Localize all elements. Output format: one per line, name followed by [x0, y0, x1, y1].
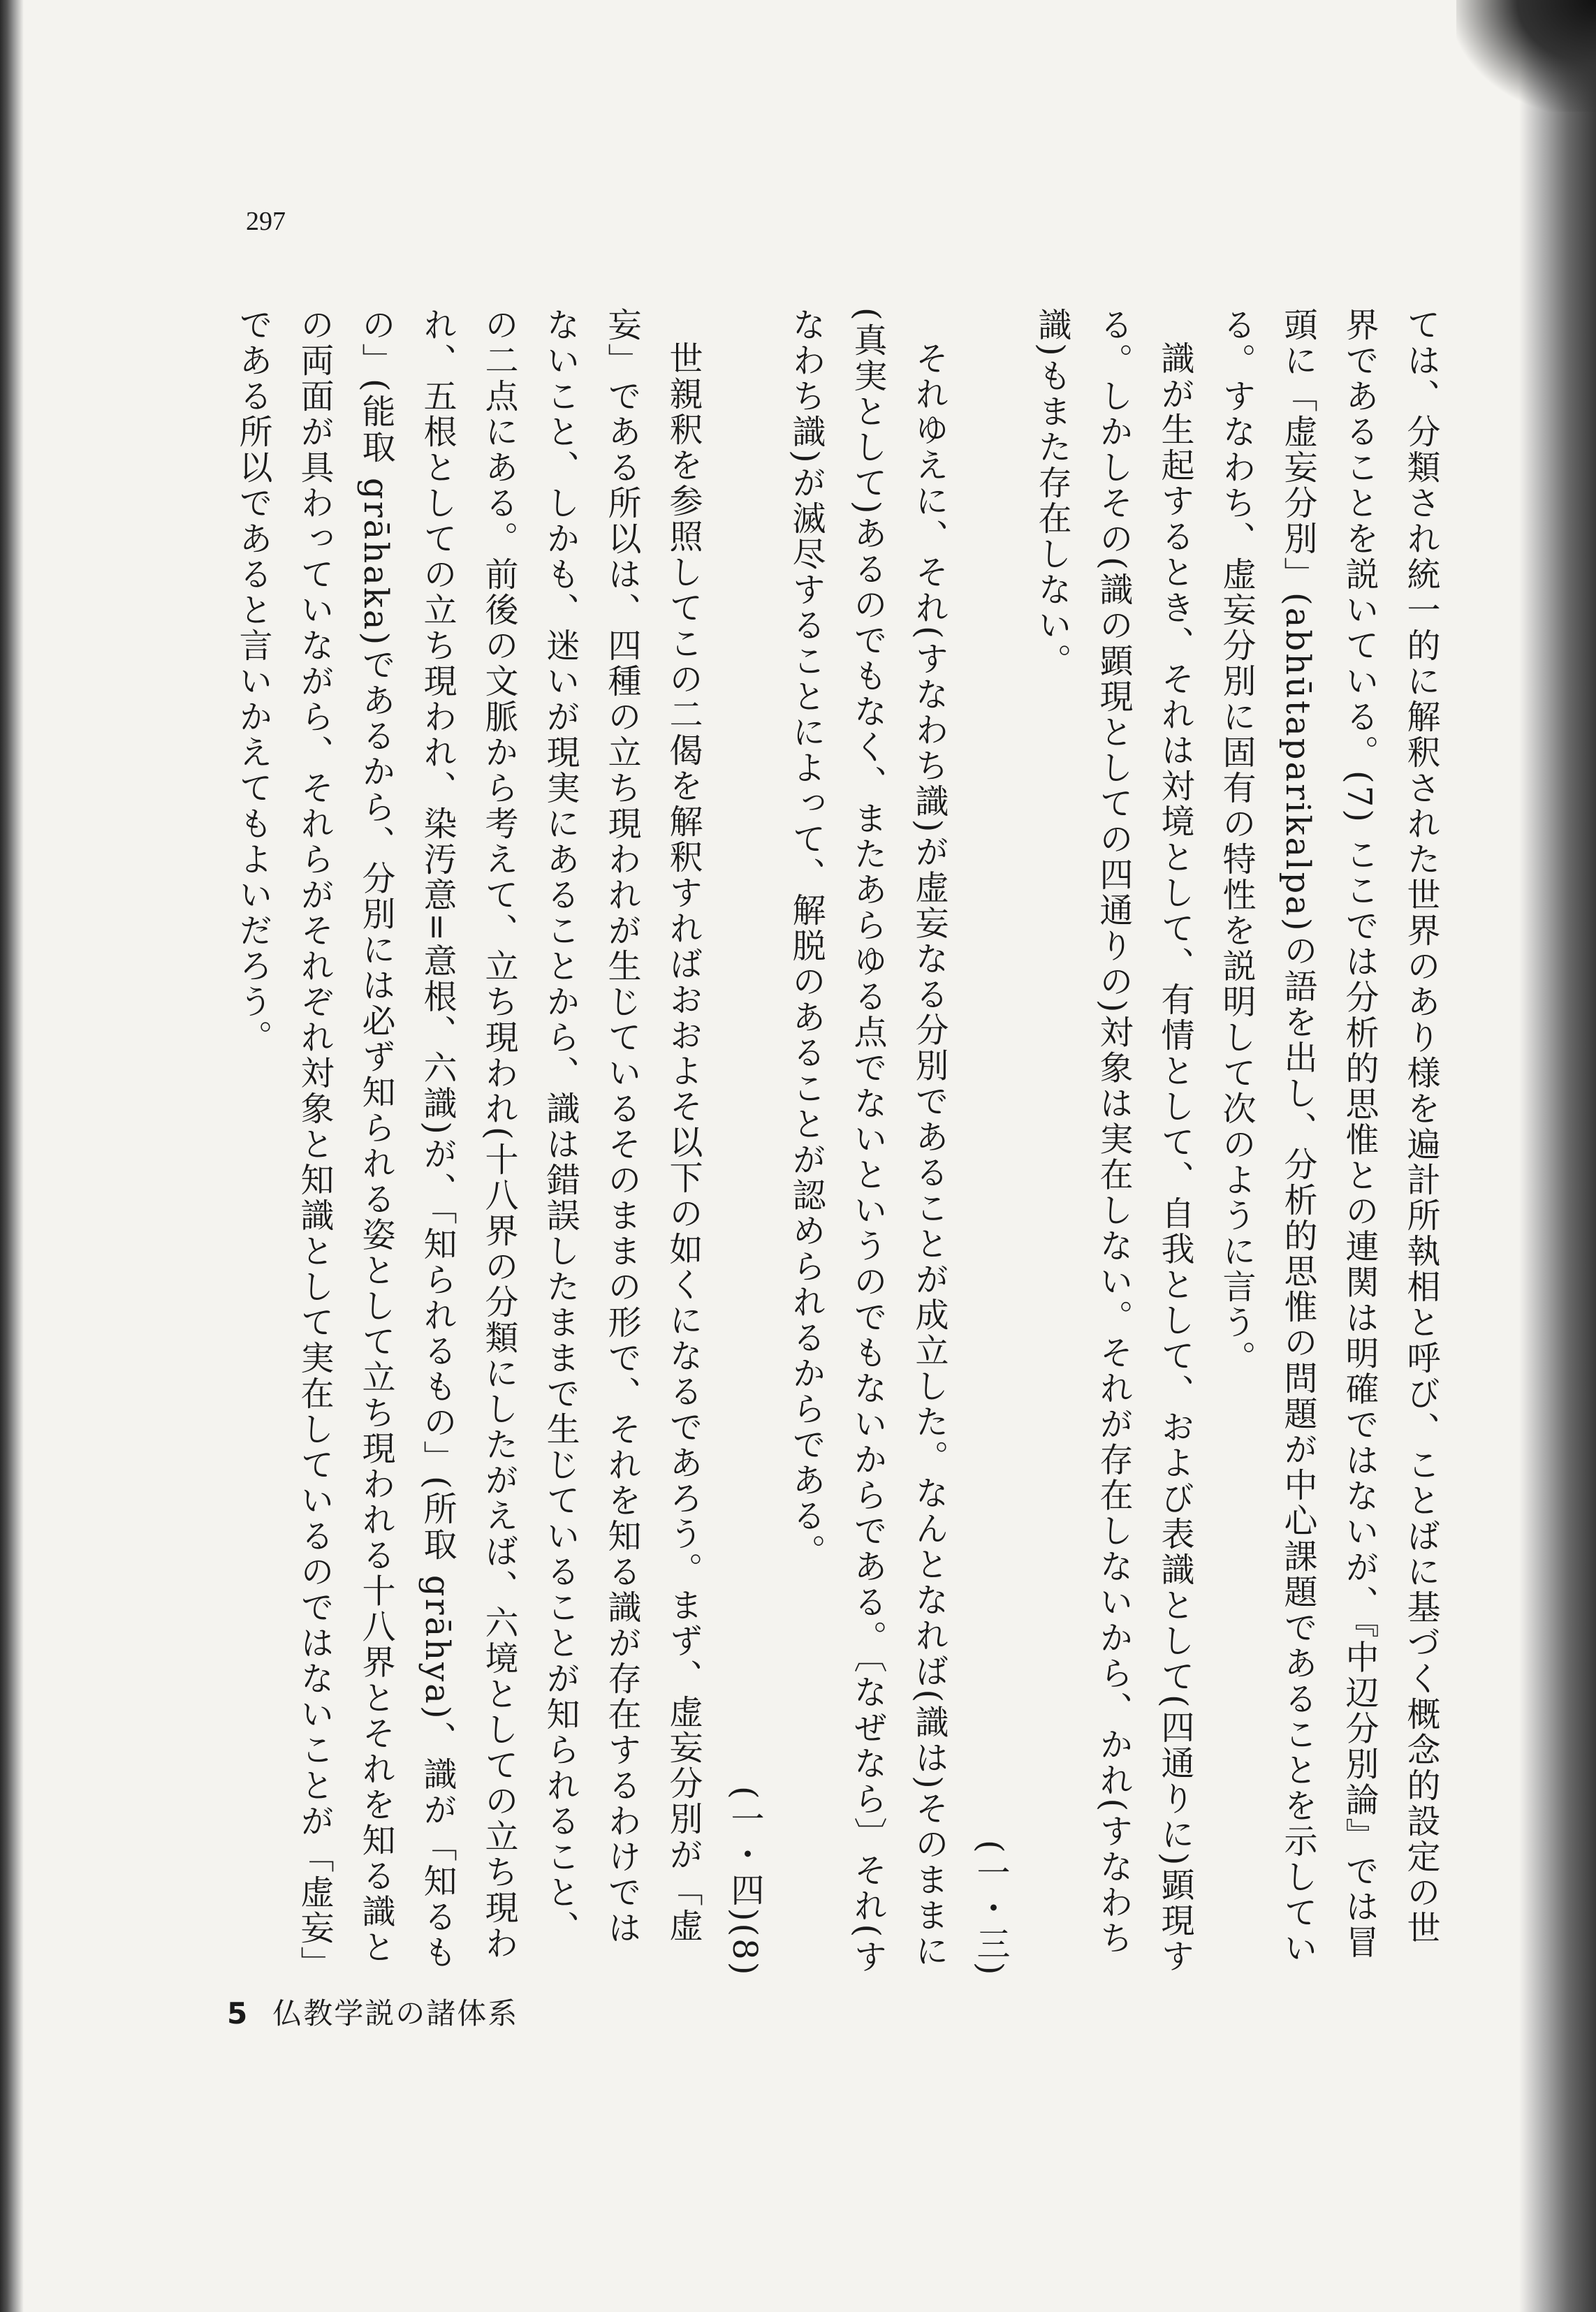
paragraph: 世親釈を参照してこの二偈を解釈すればおおよそ以下の如くになるであろう。まず、虚妄分別が「虚妄」である所以は、四種の立ち現われが生じているそのままの形で、それを知る識が存在するわけではないこと、しかも、迷いが現実にあることから、識は錯誤したままで生じていることが知られること、の二点にある。前後の文脈から考えて、立ち現われ(十八界の分類にしたがえば、六境としての立ち現われ、五根としての立ち現われ、染汚意=意根、六識)が、「知られるもの」(所取 grāhya)、識が「知るもの」(能取 grāhaka)であるから、分別には必ず知られる姿として立ち現われる十八界とそれを知る識との両面が具わっていながら、それらがそれぞれ対象と知識として実在しているのではないことが「虚妄」である所以であると言いかえてもよいだろう。 [233, 307, 703, 1970]
running-footer [227, 1991, 518, 2033]
page-number: 297 [246, 207, 286, 236]
verse-reference: (一・三) [971, 1839, 1010, 1977]
quoted-verse: 識が生起するとき、それは対境として、有情として、自我として、および表識として(四通りに)顕現する。しかしその(識の顕現としての四通りの)対象は実在しない。それが存在しないから、かれ(すなわち識)もまた存在しない。 [1032, 307, 1194, 1975]
chapter-number: 5 [227, 1996, 249, 2031]
quoted-verse: それゆえに、それ(すなわち識)が虚妄なる分別であることが成立した。なんとなれば(識は)そのままに(真実として)あるのでもなく、またあらゆる点でないというのでもないからである。〔なぜなら〕それ(すなわち識)が滅尽することによって、解脱のあることが認められるからである。 [786, 307, 949, 1975]
scan-edge-left [0, 0, 24, 2312]
body-text [194, 307, 1451, 1977]
paragraph: ては、分類され統一的に解釈された世界のあり様を遍計所執相と呼び、ことばに基づく概念的設定の世界であることを説いている。(7) ここでは分析的思惟との連関は明確ではないが、『中辺分別論』では冒頭に「虚妄分別」(abhūtaparikalpa)の語を出し、分析的思惟の問題が中心課題であることを示している。すなわち、虚妄分別に固有の特性を説明して次のように言う。 [1217, 307, 1440, 1966]
scan-edge-right [1519, 0, 1596, 2312]
verse-reference: (一・四)(8) [725, 1785, 764, 1977]
chapter-title: 仏教学説の諸体系 [272, 1996, 519, 2031]
scan-edge-corner [1456, 0, 1596, 112]
